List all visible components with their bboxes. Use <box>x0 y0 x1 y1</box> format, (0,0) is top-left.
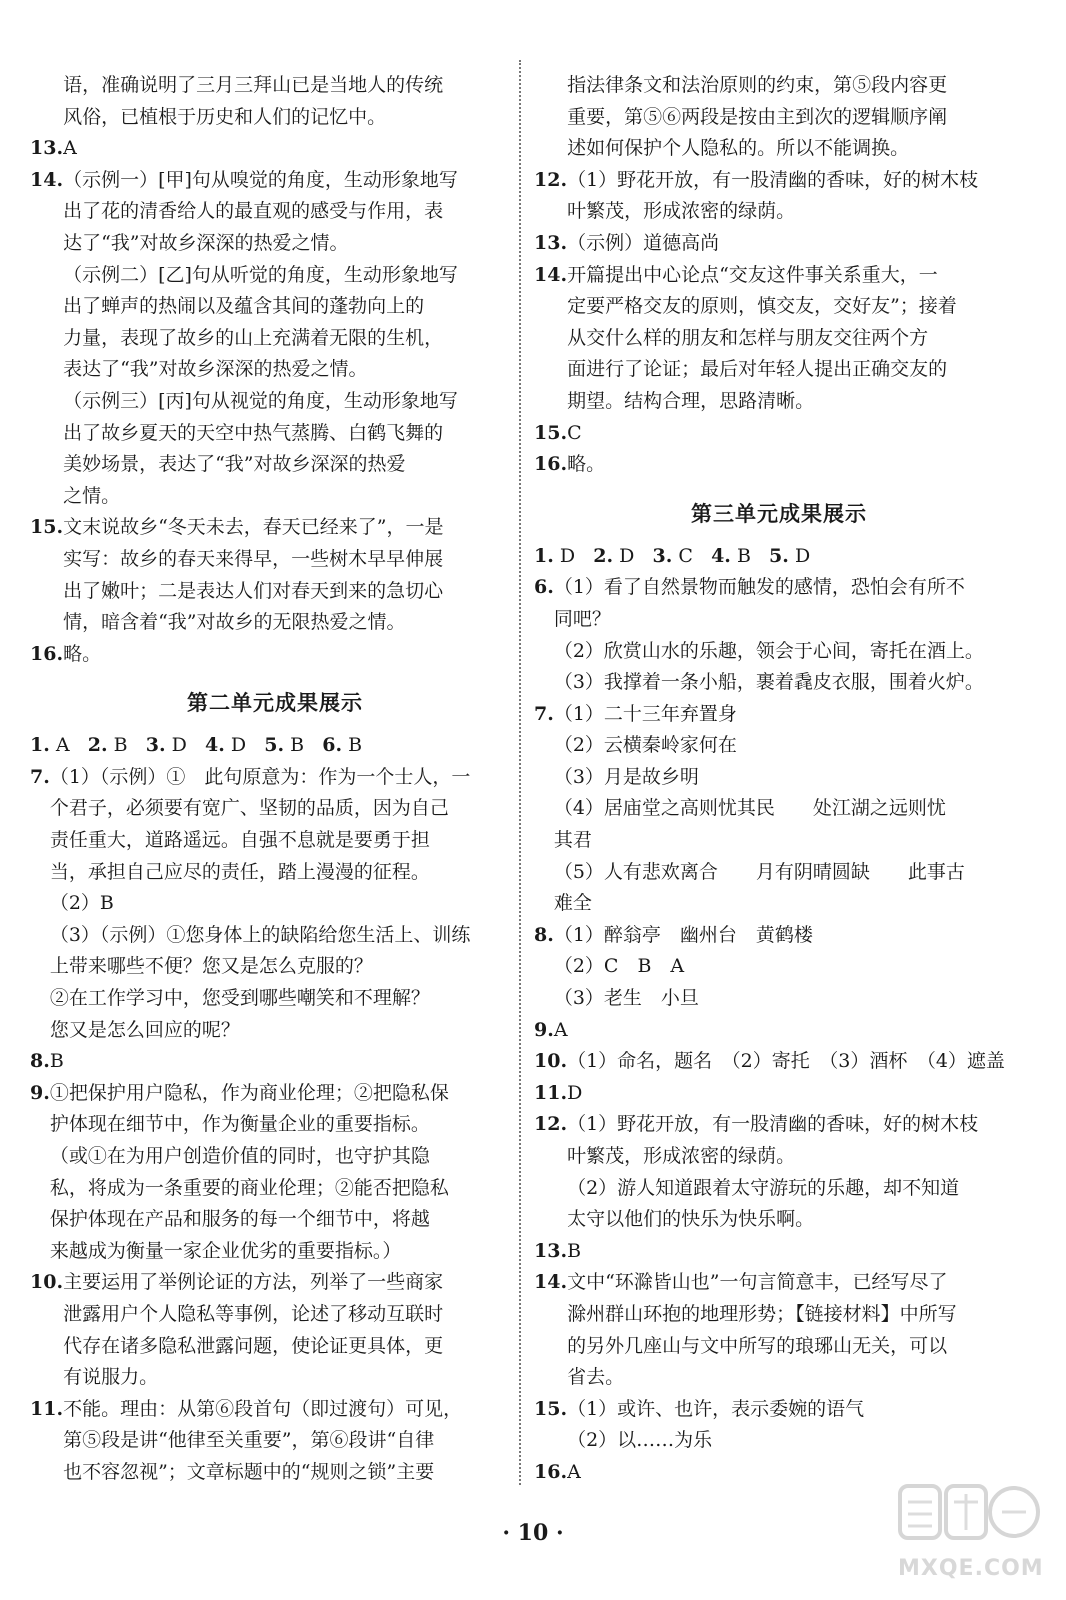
answer-text: C <box>678 544 693 567</box>
text-line: 出了花的清香给人的最直观的感受与作用，表 <box>63 200 444 223</box>
text-line: 表达了“我”对故乡深深的热爱之情。 <box>63 358 368 381</box>
answer-13 <box>534 228 1024 260</box>
answer-15 <box>30 512 520 638</box>
question-number: 2. <box>593 544 614 567</box>
question-number: 13. <box>30 137 64 160</box>
question-number: 15. <box>534 421 568 444</box>
text-line: 叶繁茂，形成浓密的绿荫。 <box>567 200 796 223</box>
right-continuation <box>534 70 1024 165</box>
answer-text: B <box>736 544 751 567</box>
question-number: 11. <box>30 1397 64 1420</box>
text-line: 保护体现在产品和服务的每一个细节中，将越 <box>49 1208 430 1231</box>
text-line: 泄露用户个人隐私等事例，论述了移动互联时 <box>63 1302 444 1325</box>
right-column <box>534 70 1024 1489</box>
text-line: 太守以他们的快乐为快乐啊。 <box>567 1208 815 1231</box>
answer-text: A <box>63 137 77 160</box>
question-number: 7. <box>534 702 554 725</box>
text-line: 述如何保护个人隐私的。所以不能调换。 <box>567 137 910 160</box>
text-line: 叶繁茂，形成浓密的绿荫。 <box>567 1145 796 1167</box>
question-number: 15. <box>534 1397 568 1420</box>
answer-text: A <box>567 1460 581 1483</box>
text-line: 达了“我”对故乡深深的热爱之情。 <box>63 231 349 254</box>
answer-8 <box>30 1046 520 1078</box>
text-line: （3）老生 小旦 <box>553 987 699 1010</box>
answer-13 <box>30 133 520 165</box>
text-line: （1）野花开放，有一股清幽的香味，好的树木枝 <box>567 168 979 191</box>
answer-15 <box>534 1394 1024 1457</box>
text-line: （2）C B A <box>553 955 685 978</box>
text-line: （1）野花开放，有一股清幽的香味，好的树木枝 <box>567 1113 979 1136</box>
text-line: 定要严格交友的原则，慎交友，交好友”；接着 <box>567 295 957 318</box>
answer-text: D <box>559 544 576 567</box>
question-number: 1. <box>534 544 554 567</box>
text-line: 文末说故乡“冬天未去，春天已经来了”，一是 <box>63 516 444 539</box>
answer-16 <box>534 449 1024 481</box>
answer-text: B <box>348 734 363 757</box>
text-line: （1）二十三年弃置身 <box>553 702 737 725</box>
text-line: （4）居庙堂之高则忧其民 处江湖之远则忧 <box>553 797 946 820</box>
answer-7 <box>30 762 520 1046</box>
question-number: 16. <box>534 453 568 476</box>
question-number: 14. <box>534 1271 568 1294</box>
answer-text: D <box>567 1081 583 1104</box>
text-line: ①把保护用户隐私，作为商业伦理；②把隐私保 <box>49 1081 449 1104</box>
question-number: 11. <box>534 1081 568 1104</box>
question-number: 1. <box>30 734 50 757</box>
text-line: （3）月是故乡明 <box>553 765 699 788</box>
text-line: 面进行了论证；最后对年轻人提出正确交友的 <box>567 358 948 381</box>
answer-text: A <box>553 1018 568 1041</box>
text-line: 从交什么样的朋友和怎样与朋友交往两个方 <box>567 326 929 349</box>
answer-10 <box>30 1267 520 1393</box>
text-line: 个君子，必须要有宽广、坚韧的品质，因为自己 <box>49 797 449 820</box>
text-line: 指法律条文和法治原则的约束，第⑤段内容更 <box>567 74 948 96</box>
text-line: （1）醉翁亭 幽州台 黄鹤楼 <box>553 923 813 946</box>
text-line: （1）或许、也许，表示委婉的语气 <box>567 1397 865 1420</box>
answer-text: （示例）道德高尚 <box>567 231 720 254</box>
answer-11 <box>534 1078 1024 1110</box>
answer-text: D <box>794 544 811 567</box>
text-line: 私，将成为一条重要的商业伦理；②能否把隐私 <box>49 1176 449 1199</box>
text-line: 出了故乡夏天的天空中热气蒸腾、白鹤飞舞的 <box>63 421 444 444</box>
answer-9 <box>30 1078 520 1268</box>
text-line: 期望。结构合理，思路清晰。 <box>567 389 815 412</box>
section-heading-unit-3: 第三单元成果展示 <box>691 500 867 526</box>
answer-12 <box>534 1109 1024 1235</box>
answer-8 <box>534 920 1024 1015</box>
answer-14 <box>534 260 1024 418</box>
answer-14 <box>30 165 520 513</box>
answer-text: D <box>619 544 635 567</box>
answer-text: B <box>567 1239 582 1262</box>
answer-16 <box>30 639 520 671</box>
text-line: （示例二）[乙]句从听觉的角度，生动形象地写 <box>63 263 458 286</box>
answer-9 <box>534 1015 1024 1047</box>
question-number: 3. <box>652 544 673 567</box>
question-number: 6. <box>322 734 343 757</box>
text-line: （或①在为用户创造价值的同时，也守护其隐 <box>49 1145 430 1167</box>
text-line: 责任重大，道路遥远。自强不息就是要勇于担 <box>49 829 430 852</box>
question-number: 12. <box>534 168 568 191</box>
text-line: （1）看了自然景物而触发的感情，恐怕会有所不 <box>553 576 965 599</box>
left-column <box>30 70 520 1489</box>
text-line: 当，承担自己应尽的责任，踏上漫漫的征程。 <box>49 860 430 883</box>
answer-text: D <box>230 734 247 757</box>
text-line: 护体现在细节中，作为衡量企业的重要指标。 <box>49 1113 430 1136</box>
text-line: 上带来哪些不便？您又是怎么克服的？ <box>49 955 373 978</box>
question-number: 4. <box>204 734 225 757</box>
text-line: （1）（示例）① 此句原意为：作为一个士人，一 <box>49 765 471 788</box>
question-number: 5. <box>769 544 789 567</box>
answer-6 <box>534 572 1024 698</box>
text-line: 代存在诸多隐私泄露问题，使论证更具体，更 <box>63 1334 444 1357</box>
text-line: 也不容忽视”；文章标题中的“规则之锁”主要 <box>63 1460 435 1483</box>
text-line: （3）（示例）①您身体上的缺陷给您生活上、训练 <box>49 923 471 946</box>
text-line: 文中“环滁皆山也”一句言简意丰，已经写尽了 <box>567 1271 948 1294</box>
answer-text: 略。 <box>63 642 102 665</box>
text-line: 力量，表现了故乡的山上充满着无限的生机， <box>63 326 444 349</box>
answer-7 <box>534 699 1024 920</box>
answer-11 <box>30 1394 520 1489</box>
answer-text: A <box>55 734 70 757</box>
watermark-text: MXQE.COM <box>898 1556 1044 1581</box>
text-line: （2）游人知道跟着太守游玩的乐趣，却不知道 <box>567 1176 960 1199</box>
text-line: 同吧？ <box>553 607 611 630</box>
text-line: 实写：故乡的春天来得早，一些树木早早伸展 <box>63 547 444 570</box>
text-line: 出了蝉声的热闹以及蕴含其间的蓬勃向上的 <box>63 295 425 318</box>
text-line: 来越成为衡量一家企业优劣的重要指标。） <box>49 1239 402 1262</box>
text-line: 的另外几座山与文中所写的琅琊山无关，可以 <box>567 1334 948 1357</box>
question-number: 8. <box>534 923 554 946</box>
text-line: 风俗，已植根于历史和人们的记忆中。 <box>63 105 387 128</box>
answer-text: B <box>290 734 305 757</box>
question-number: 3. <box>145 734 166 757</box>
answer-text: （1）命名，题名 （2）寄托 （3）酒杯 （4）遮盖 <box>567 1050 1005 1073</box>
text-line: （示例一）[甲]句从嗅觉的角度，生动形象地写 <box>63 168 458 191</box>
answer-text: C <box>567 421 582 444</box>
question-number: 14. <box>534 263 568 286</box>
text-line: 情，暗含着“我”对故乡的无限热爱之情。 <box>63 611 406 634</box>
text-line: （示例三）[丙]句从视觉的角度，生动形象地写 <box>63 389 458 412</box>
question-number: 2. <box>87 734 108 757</box>
answer-text: D <box>171 734 187 757</box>
answer-row-unit-3 <box>534 541 1024 573</box>
answer-12 <box>534 165 1024 228</box>
question-number: 12. <box>534 1113 568 1136</box>
question-number: 9. <box>534 1018 554 1041</box>
section-heading-unit-2: 第二单元成果展示 <box>187 690 363 716</box>
answer-10 <box>534 1046 1024 1078</box>
question-number: 10. <box>30 1271 64 1294</box>
question-number: 8. <box>30 1050 50 1073</box>
text-line: （2）B <box>49 892 114 915</box>
text-line: ②在工作学习中，您受到哪些嘲笑和不理解？ <box>49 987 430 1010</box>
answer-text: B <box>49 1050 64 1073</box>
text-line: 主要运用了举例论证的方法，列举了一些商家 <box>63 1271 444 1294</box>
text-line: 有说服力。 <box>63 1366 159 1389</box>
question-number: 5. <box>264 734 285 757</box>
text-line: （2）欣赏山水的乐趣，领会于心间，寄托在酒上。 <box>553 639 984 662</box>
text-line: 第⑤段是讲“他律至关重要”，第⑥段讲“自律 <box>63 1429 435 1452</box>
question-number: 13. <box>534 231 568 254</box>
question-number: 6. <box>534 576 554 599</box>
answer-15 <box>534 418 1024 450</box>
question-number: 14. <box>30 168 64 191</box>
text-line: 重要，第⑤⑥两段是按由主到次的逻辑顺序阐 <box>567 105 948 128</box>
text-line: （5）人有悲欢离合 月有阴晴圆缺 此事古 <box>553 860 965 883</box>
text-line: （2）云横秦岭家何在 <box>553 734 737 757</box>
text-line: 滁州群山环抱的地理形势；【链接材料】中所写 <box>567 1302 957 1325</box>
text-line: 难全 <box>553 892 592 915</box>
text-line: 您又是怎么回应的呢？ <box>49 1018 240 1041</box>
answer-text: 略。 <box>567 453 606 476</box>
text-line: 不能。理由：从第⑥段首句（即过渡句）可见， <box>63 1397 463 1420</box>
question-number: 9. <box>30 1081 50 1104</box>
question-number: 4. <box>711 544 731 567</box>
text-line: （2）以……为乐 <box>567 1429 713 1452</box>
question-number: 16. <box>30 642 64 665</box>
text-line: 美妙场景，表达了“我”对故乡深深的热爱 <box>63 453 406 476</box>
text-line: 省去。 <box>567 1366 625 1389</box>
question-number: 10. <box>534 1050 568 1073</box>
question-number: 7. <box>30 765 50 788</box>
page-number: · 10 · <box>502 1520 564 1546</box>
text-line: 语，准确说明了三月三拜山已是当地人的传统 <box>63 74 444 96</box>
text-line: 出了嫩叶；二是表达人们对春天到来的急切心 <box>63 579 444 602</box>
text-line: 其君 <box>553 829 592 852</box>
question-number: 16. <box>534 1460 568 1483</box>
answer-text: B <box>113 734 128 757</box>
answer-row-unit-2 <box>30 730 520 762</box>
answer-14 <box>534 1267 1024 1393</box>
answer-13 <box>534 1236 1024 1268</box>
question-number: 15. <box>30 516 64 539</box>
text-line: 开篇提出中心论点“交友这件事关系重大，一 <box>567 263 938 286</box>
text-line: （3）我撑着一条小船，裹着毳皮衣服，围着火炉。 <box>553 671 984 694</box>
left-intro <box>30 70 520 133</box>
question-number: 13. <box>534 1239 568 1262</box>
text-line: 之情。 <box>63 484 121 507</box>
